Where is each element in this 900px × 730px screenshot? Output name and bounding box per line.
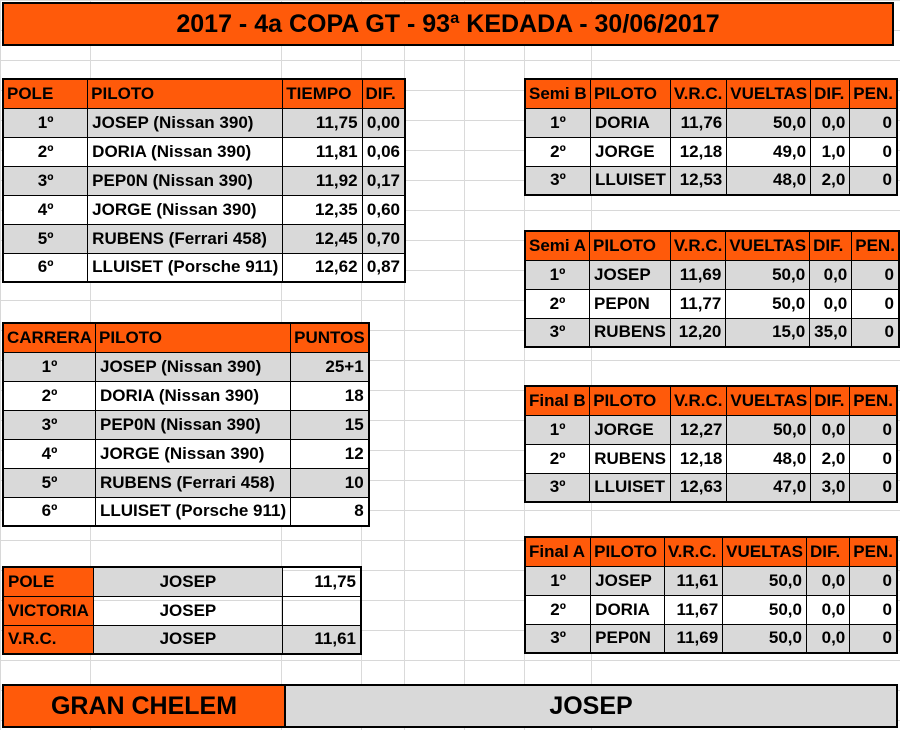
- driver-cell: LLUISET: [590, 473, 671, 502]
- vrc-cell: 11,69: [664, 624, 722, 653]
- diff-cell: 0,0: [810, 260, 852, 289]
- table-row: [3, 352, 369, 381]
- table-row: [3, 224, 405, 253]
- points-cell: 12: [291, 439, 369, 468]
- diff-cell: 35,0: [810, 318, 852, 347]
- driver-cell: LLUISET: [591, 166, 671, 195]
- diff-cell: 0,0: [806, 595, 849, 624]
- pole-table: [2, 78, 406, 283]
- table-row: [3, 195, 405, 224]
- position-cell: 3º: [525, 473, 590, 502]
- header-cell: PILOTO: [88, 79, 283, 108]
- position-cell: 3º: [525, 624, 591, 653]
- header-cell: PEN.: [852, 231, 899, 260]
- header-cell: DIF.: [806, 537, 849, 566]
- pen-cell: 0: [850, 566, 897, 595]
- header-cell: V.R.C.: [664, 537, 722, 566]
- header-cell: PUNTOS: [291, 323, 369, 352]
- summary-value: 11,75: [282, 567, 361, 596]
- header-cell: V.R.C.: [670, 79, 726, 108]
- laps-cell: 15,0: [726, 318, 810, 347]
- laps-cell: 50,0: [727, 415, 811, 444]
- header-cell: DIF.: [362, 79, 405, 108]
- table-row: [3, 439, 369, 468]
- header-cell: V.R.C.: [670, 231, 726, 260]
- header-cell: POLE: [3, 79, 88, 108]
- table-row: [3, 253, 405, 282]
- table-header: [525, 537, 897, 566]
- table-row: [525, 137, 897, 166]
- laps-cell: 48,0: [727, 166, 811, 195]
- diff-cell: 0,60: [362, 195, 405, 224]
- header-cell: Semi B: [525, 79, 591, 108]
- diff-cell: 2,0: [811, 444, 850, 473]
- grid-line: [464, 0, 465, 730]
- table-row: [3, 468, 369, 497]
- header-cell: DIF.: [811, 79, 850, 108]
- diff-cell: 0,17: [362, 166, 405, 195]
- driver-cell: JOSEP: [591, 566, 665, 595]
- pen-cell: 0: [850, 473, 897, 502]
- driver-cell: PEP0N: [590, 289, 671, 318]
- driver-cell: LLUISET (Porsche 911): [96, 497, 291, 526]
- position-cell: 2º: [525, 595, 591, 624]
- table-row: [3, 596, 361, 625]
- header-cell: VUELTAS: [726, 231, 810, 260]
- position-cell: 6º: [3, 253, 88, 282]
- header-cell: VUELTAS: [723, 537, 807, 566]
- header-cell: DIF.: [811, 386, 850, 415]
- driver-cell: DORIA: [591, 595, 665, 624]
- diff-cell: 3,0: [811, 473, 850, 502]
- table-row: [525, 473, 897, 502]
- driver-cell: JORGE: [591, 137, 671, 166]
- laps-cell: 50,0: [727, 108, 811, 137]
- summary-label: V.R.C.: [3, 625, 93, 654]
- header-cell: PEN.: [850, 79, 897, 108]
- table-row: [525, 595, 897, 624]
- pen-cell: 0: [850, 415, 897, 444]
- position-cell: 5º: [3, 224, 88, 253]
- vrc-cell: 11,67: [664, 595, 722, 624]
- diff-cell: 0,0: [806, 566, 849, 595]
- carrera-table: [2, 322, 370, 527]
- diff-cell: 1,0: [811, 137, 850, 166]
- laps-cell: 50,0: [723, 566, 807, 595]
- driver-cell: JORGE (Nissan 390): [96, 439, 291, 468]
- summary-label: POLE: [3, 567, 93, 596]
- semi-b-table: [524, 78, 898, 196]
- summary-driver: JOSEP: [93, 567, 282, 596]
- pen-cell: 0: [850, 137, 897, 166]
- points-cell: 15: [291, 410, 369, 439]
- position-cell: 6º: [3, 497, 96, 526]
- table-row: [525, 415, 897, 444]
- position-cell: 1º: [525, 566, 591, 595]
- driver-cell: JOSEP (Nissan 390): [88, 108, 283, 137]
- time-cell: 12,45: [283, 224, 362, 253]
- driver-cell: PEP0N (Nissan 390): [96, 410, 291, 439]
- vrc-cell: 12,20: [670, 318, 726, 347]
- position-cell: 3º: [3, 166, 88, 195]
- header-cell: Final B: [525, 386, 590, 415]
- pen-cell: 0: [852, 318, 899, 347]
- gran-chelem-banner: [2, 684, 898, 728]
- pen-cell: 0: [850, 595, 897, 624]
- semi-a-table: [524, 230, 900, 348]
- driver-cell: JORGE: [590, 415, 671, 444]
- table-header: [525, 386, 897, 415]
- position-cell: 5º: [3, 468, 96, 497]
- time-cell: 11,92: [283, 166, 362, 195]
- header-cell: TIEMPO: [283, 79, 362, 108]
- table-row: [525, 166, 897, 195]
- diff-cell: 0,00: [362, 108, 405, 137]
- table-row: [525, 444, 897, 473]
- pen-cell: 0: [850, 444, 897, 473]
- driver-cell: JOSEP: [590, 260, 671, 289]
- table-header: [3, 323, 369, 352]
- page-title: 2017 - 4a COPA GT - 93ª KEDADA - 30/06/2017: [2, 2, 894, 46]
- summary-value: [282, 596, 361, 625]
- diff-cell: 0,70: [362, 224, 405, 253]
- driver-cell: RUBENS (Ferrari 458): [88, 224, 283, 253]
- points-cell: 10: [291, 468, 369, 497]
- driver-cell: PEP0N (Nissan 390): [88, 166, 283, 195]
- header-cell: PILOTO: [590, 386, 671, 415]
- summary-driver: JOSEP: [93, 596, 282, 625]
- laps-cell: 48,0: [727, 444, 811, 473]
- summary-value: 11,61: [282, 625, 361, 654]
- vrc-cell: 11,76: [670, 108, 726, 137]
- position-cell: 2º: [525, 289, 590, 318]
- diff-cell: 2,0: [811, 166, 850, 195]
- table-row: [525, 260, 899, 289]
- driver-cell: DORIA (Nissan 390): [88, 137, 283, 166]
- table-row: [525, 108, 897, 137]
- vrc-cell: 12,27: [671, 415, 727, 444]
- driver-cell: PEP0N: [591, 624, 665, 653]
- summary-driver: JOSEP: [93, 625, 282, 654]
- driver-cell: DORIA: [591, 108, 671, 137]
- final-a-table: [524, 536, 898, 654]
- vrc-cell: 12,63: [671, 473, 727, 502]
- pen-cell: 0: [850, 108, 897, 137]
- diff-cell: 0,0: [810, 289, 852, 318]
- vrc-cell: 12,18: [670, 137, 726, 166]
- laps-cell: 47,0: [727, 473, 811, 502]
- laps-cell: 49,0: [727, 137, 811, 166]
- header-cell: Semi A: [525, 231, 590, 260]
- position-cell: 2º: [525, 444, 590, 473]
- pen-cell: 0: [850, 624, 897, 653]
- position-cell: 4º: [3, 439, 96, 468]
- table-row: [3, 166, 405, 195]
- header-cell: PEN.: [850, 386, 897, 415]
- table-row: [525, 624, 897, 653]
- time-cell: 11,81: [283, 137, 362, 166]
- summary-table: [2, 566, 362, 655]
- driver-cell: RUBENS: [590, 318, 671, 347]
- table-header: [525, 79, 897, 108]
- driver-cell: JOSEP (Nissan 390): [96, 352, 291, 381]
- header-cell: PILOTO: [590, 231, 671, 260]
- position-cell: 3º: [3, 410, 96, 439]
- position-cell: 2º: [3, 381, 96, 410]
- table-row: [3, 381, 369, 410]
- driver-cell: LLUISET (Porsche 911): [88, 253, 283, 282]
- diff-cell: 0,0: [806, 624, 849, 653]
- header-cell: V.R.C.: [671, 386, 727, 415]
- header-cell: PILOTO: [96, 323, 291, 352]
- points-cell: 8: [291, 497, 369, 526]
- position-cell: 3º: [525, 166, 591, 195]
- laps-cell: 50,0: [723, 595, 807, 624]
- table-row: [3, 137, 405, 166]
- table-row: [525, 566, 897, 595]
- vrc-cell: 11,77: [670, 289, 726, 318]
- vrc-cell: 12,18: [671, 444, 727, 473]
- position-cell: 2º: [525, 137, 591, 166]
- laps-cell: 50,0: [726, 260, 810, 289]
- vrc-cell: 11,61: [664, 566, 722, 595]
- table-row: [3, 625, 361, 654]
- table-row: [3, 497, 369, 526]
- time-cell: 11,75: [283, 108, 362, 137]
- driver-cell: RUBENS: [590, 444, 671, 473]
- position-cell: 1º: [3, 108, 88, 137]
- table-row: [3, 410, 369, 439]
- header-cell: PILOTO: [591, 537, 665, 566]
- diff-cell: 0,06: [362, 137, 405, 166]
- table-header: [3, 79, 405, 108]
- position-cell: 4º: [3, 195, 88, 224]
- diff-cell: 0,0: [811, 108, 850, 137]
- header-cell: PEN.: [850, 537, 897, 566]
- summary-label: VICTORIA: [3, 596, 93, 625]
- diff-cell: 0,87: [362, 253, 405, 282]
- time-cell: 12,62: [283, 253, 362, 282]
- position-cell: 3º: [525, 318, 590, 347]
- table-row: [525, 289, 899, 318]
- header-cell: Final A: [525, 537, 591, 566]
- vrc-cell: 11,69: [670, 260, 726, 289]
- header-cell: VUELTAS: [727, 79, 811, 108]
- header-cell: PILOTO: [591, 79, 671, 108]
- table-row: [525, 318, 899, 347]
- final-b-table: [524, 385, 898, 503]
- header-cell: DIF.: [810, 231, 852, 260]
- table-row: [3, 567, 361, 596]
- table-header: [525, 231, 899, 260]
- driver-cell: DORIA (Nissan 390): [96, 381, 291, 410]
- pen-cell: 0: [850, 166, 897, 195]
- points-cell: 18: [291, 381, 369, 410]
- gran-chelem-label: GRAN CHELEM: [4, 686, 286, 726]
- laps-cell: 50,0: [726, 289, 810, 318]
- position-cell: 1º: [525, 415, 590, 444]
- header-cell: CARRERA: [3, 323, 96, 352]
- diff-cell: 0,0: [811, 415, 850, 444]
- table-row: [3, 108, 405, 137]
- position-cell: 2º: [3, 137, 88, 166]
- laps-cell: 50,0: [723, 624, 807, 653]
- driver-cell: JORGE (Nissan 390): [88, 195, 283, 224]
- pen-cell: 0: [852, 289, 899, 318]
- time-cell: 12,35: [283, 195, 362, 224]
- position-cell: 1º: [3, 352, 96, 381]
- points-cell: 25+1: [291, 352, 369, 381]
- vrc-cell: 12,53: [670, 166, 726, 195]
- pen-cell: 0: [852, 260, 899, 289]
- position-cell: 1º: [525, 260, 590, 289]
- driver-cell: RUBENS (Ferrari 458): [96, 468, 291, 497]
- header-cell: VUELTAS: [727, 386, 811, 415]
- position-cell: 1º: [525, 108, 591, 137]
- gran-chelem-winner: JOSEP: [286, 686, 896, 726]
